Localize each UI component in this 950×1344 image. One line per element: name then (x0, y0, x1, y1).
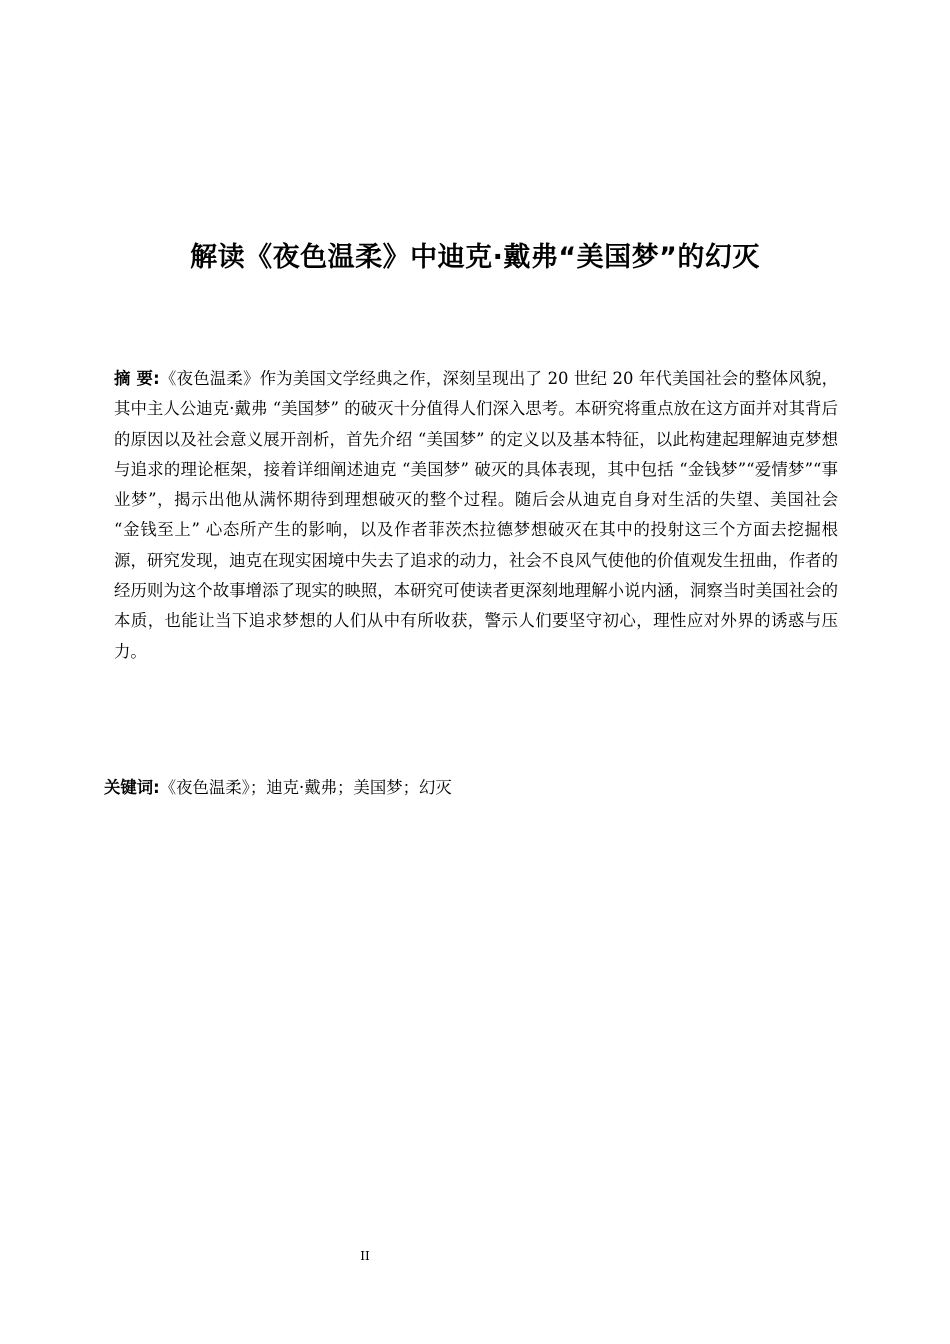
page-number: II (360, 1249, 370, 1263)
abstract-text: 《夜色温柔》作为美国文学经典之作，深刻呈现出了 20 世纪 20 年代美国社会的整体风貌，其中主人公迪克·戴弗 “美国梦” 的破灭十分值得人们深入思考。本研究将重点放在这方面并对其背后的原因以及社会意义展开剖析，首先介绍 “美国梦” 的定义以及基本特征，以此构建起理解迪克梦想与追求的理论框架，接着详细阐述迪克 “美国梦” 破灭的具体表现，其中包括 “金钱梦”“爱情梦”“事业梦”，揭示出他从满怀期待到理想破灭的整个过程。随后会从迪克自身对生活的失望、美国社会 “金钱至上” 心态所产生的影响，以及作者菲茨杰拉德梦想破灭在其中的投射这三个方面去挖掘根源，研究发现，迪克在现实困境中失去了追求的动力，社会不良风气使他的价值观发生扭曲，作者的经历则为这个故事增添了现实的映照，本研究可使读者更深刻地理解小说内涵，洞察当时美国社会的本质，也能让当下追求梦想的人们从中有所收获，警示人们要坚守初心，理性应对外界的诱惑与压力。 (114, 369, 838, 661)
keywords-label: 关键词: (104, 778, 160, 797)
document-title: 解读《夜色温柔》中迪克·戴弗“美国梦”的幻灭 (190, 242, 760, 273)
keywords-line (104, 775, 864, 801)
keywords-text: 《夜色温柔》；迪克·戴弗；美国梦；幻灭 (159, 778, 452, 797)
abstract-paragraph (114, 364, 838, 667)
abstract-label: 摘 要: (114, 369, 160, 388)
